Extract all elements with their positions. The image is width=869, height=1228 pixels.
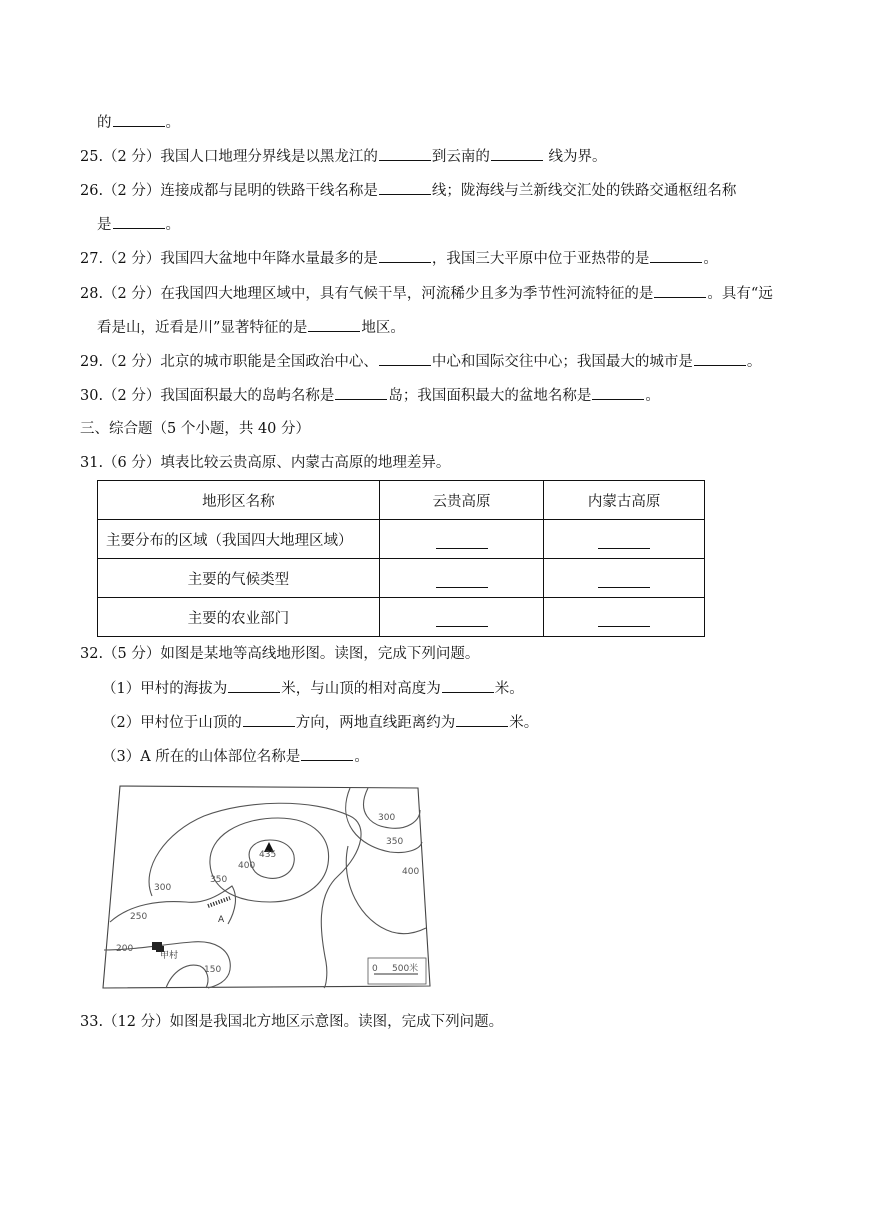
row-label: 主要的气候类型 — [98, 559, 380, 598]
question-32-part-2: （2）甲村位于山顶的 方向，两地直线距离约为 米。 — [102, 712, 538, 733]
contour-map — [100, 782, 432, 990]
answer-blank[interactable] — [694, 351, 746, 366]
scale-zero: 0 — [372, 964, 378, 974]
table-cell — [544, 559, 705, 598]
contour-label: 350 — [386, 837, 404, 847]
table-header: 内蒙古高原 — [544, 481, 705, 520]
question-25: 25.（2 分）我国人口地理分界线是以黑龙江的 到云南的 线为界。 — [80, 146, 607, 167]
answer-blank[interactable] — [654, 283, 706, 298]
contour-label: 400 — [402, 867, 420, 877]
answer-blank[interactable] — [598, 612, 650, 627]
village-label: 甲村 — [160, 951, 179, 961]
answer-blank[interactable] — [598, 534, 650, 549]
contour-label: 200 — [116, 944, 134, 954]
answer-blank[interactable] — [379, 146, 431, 161]
question-26-cont: 是 。 — [97, 214, 180, 235]
answer-blank[interactable] — [491, 146, 543, 161]
contour-label: 150 — [204, 965, 222, 975]
question-27: 27.（2 分）我国四大盆地中年降水量最多的是 ，我国三大平原中位于亚热带的是 。 — [80, 248, 718, 269]
question-32: 32.（5 分）如图是某地等高线地形图。读图，完成下列问题。 — [80, 646, 480, 662]
row-label: 主要分布的区域（我国四大地理区域） — [98, 520, 380, 559]
question-33: 33.（12 分）如图是我国北方地区示意图。读图，完成下列问题。 — [80, 1014, 504, 1030]
answer-blank[interactable] — [442, 678, 494, 693]
question-32-part-3: （3）A 所在的山体部位名称是 。 — [102, 746, 369, 767]
q24-tail: 的 。 — [97, 112, 180, 133]
question-31: 31.（6 分）填表比较云贵高原、内蒙古高原的地理差异。 — [80, 455, 451, 471]
row-label: 主要的农业部门 — [98, 598, 380, 637]
answer-blank[interactable] — [436, 612, 488, 627]
answer-blank[interactable] — [228, 678, 280, 693]
contour-label: 300 — [154, 883, 172, 893]
answer-blank[interactable] — [335, 385, 387, 400]
question-28-cont: 看是山，近看是川”显著特征的是 地区。 — [97, 317, 405, 338]
answer-blank[interactable] — [379, 180, 431, 195]
contour-line-400-right — [346, 846, 426, 934]
table-header: 地形区名称 — [98, 481, 380, 520]
table-row — [98, 520, 705, 559]
answer-blank[interactable] — [436, 534, 488, 549]
contour-label: 435 — [259, 850, 277, 860]
table-row — [98, 598, 705, 637]
answer-blank[interactable] — [379, 351, 431, 366]
scale-length: 500米 — [392, 964, 419, 974]
contour-label: 400 — [238, 861, 256, 871]
contour-label: 300 — [378, 813, 396, 823]
comparison-table — [97, 480, 705, 637]
point-a-label: A — [218, 915, 225, 925]
answer-blank[interactable] — [592, 385, 644, 400]
contour-line-300 — [149, 803, 361, 988]
answer-blank[interactable] — [379, 248, 431, 263]
table-cell — [379, 559, 544, 598]
table-cell — [379, 598, 544, 637]
table-cell — [379, 520, 544, 559]
contour-line-150 — [166, 965, 208, 988]
question-32-part-1: （1）甲村的海拔为 米，与山顶的相对高度为 米。 — [102, 678, 524, 699]
answer-blank[interactable] — [598, 573, 650, 588]
contour-label: 350 — [210, 875, 228, 885]
answer-blank[interactable] — [301, 746, 353, 761]
table-cell — [544, 598, 705, 637]
table-cell — [544, 520, 705, 559]
table-row — [98, 559, 705, 598]
point-a-marker — [208, 898, 230, 906]
answer-blank[interactable] — [113, 112, 165, 127]
answer-blank[interactable] — [436, 573, 488, 588]
answer-blank[interactable] — [650, 248, 702, 263]
contour-line-250 — [110, 886, 235, 924]
table-header-row — [98, 481, 705, 520]
contour-label: 250 — [130, 912, 148, 922]
answer-blank[interactable] — [308, 317, 360, 332]
section-3-heading: 三、综合题（5 个小题，共 40 分） — [80, 421, 311, 437]
question-28: 28.（2 分）在我国四大地理区域中，具有气候干旱，河流稀少且多为季节性河流特征的是 。具有“远 — [80, 283, 773, 304]
answer-blank[interactable] — [243, 712, 295, 727]
question-29: 29.（2 分）北京的城市职能是全国政治中心、 中心和国际交往中心；我国最大的城市是 。 — [80, 351, 761, 372]
answer-blank[interactable] — [113, 214, 165, 229]
table-header: 云贵高原 — [379, 481, 544, 520]
question-26: 26.（2 分）连接成都与昆明的铁路干线名称是 线；陇海线与兰新线交汇处的铁路交通枢纽名称 — [80, 180, 736, 201]
question-30: 30.（2 分）我国面积最大的岛屿名称是 岛；我国面积最大的盆地名称是 。 — [80, 385, 660, 406]
answer-blank[interactable] — [456, 712, 508, 727]
